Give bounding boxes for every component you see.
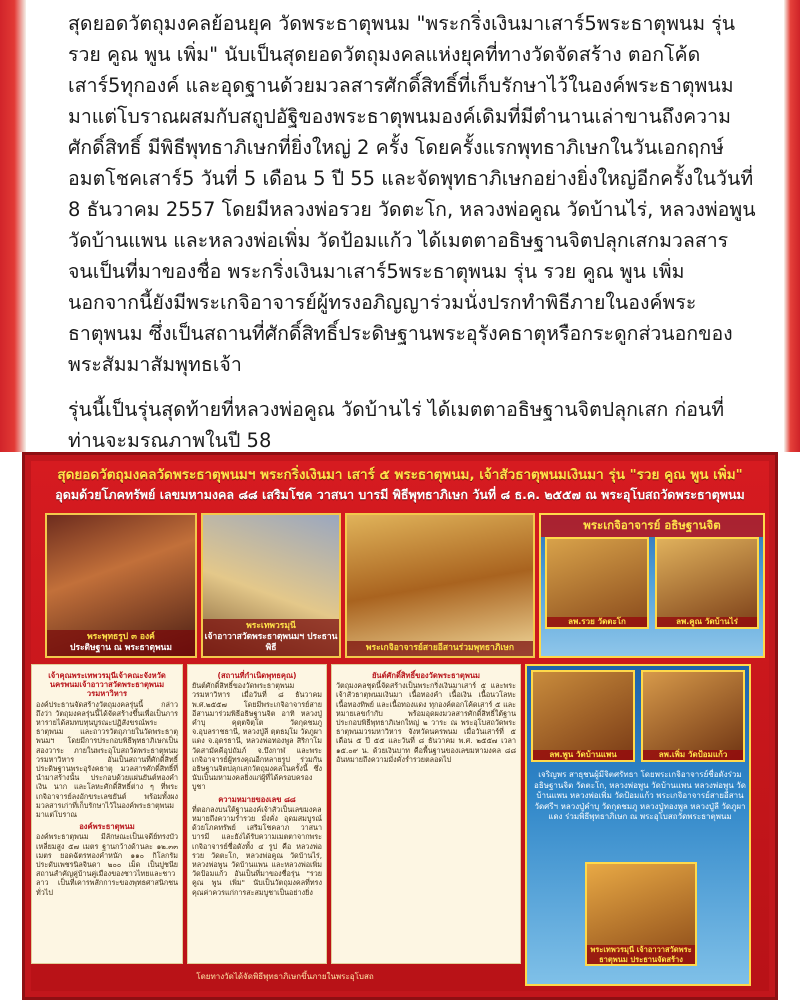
column-middle	[187, 664, 327, 964]
column-left-text2: องค์พระธาตุพนม มีลักษณะเป็นเจดีย์ทรงบัวเหลี่ยมสูง ๕๗ เมตร ฐานกว้างด้านละ ๑๒.๓๓ เมตร ยอดฉัตรทองคำหนัก ๑๑๐ กิโลกรัม ประดับเพชรนิลจินดา ๒๐๐ เม็ด เป็นปูชนียสถานสำคัญคู่บ้านคู่เมืองของชาวไทยและชาวลาว เป็นที่เคารพสักการะของพุทธศาสนิกชนทั่วไป	[36, 832, 178, 897]
article-paragraph-2: รุ่นนี้เป็นรุ่นสุดท้ายที่หลวงพ่อคูณ วัดบ้านไร่ ได้เมตตาอธิษฐานจิตปลุกเสก ก่อนที่ท่านจะมรณภาพในปี 58	[68, 398, 725, 452]
poster-photo-strip	[45, 513, 765, 658]
column-middle-text: ยันต์ศักดิ์สิทธิ์ของวัดพระธาตุพนมวรมหาวิหาร เมื่อวันที่ ๘ ธันวาคม พ.ศ.๒๕๕๗ โดยมีพระเกจิอาจารย์สายอีสานมาร่วมพิธีอธิษฐานจิต อาทิ หลวงปู่คำบุ คุตฺตจิตฺโต วัดกุดชมภู จ.อุบลราชธานี, หลวงปู่ลี ตฺตธมฺโม วัดภูผาแดง จ.อุดรธานี, หลวงพ่อทองพูล สิริกาโม วัดสามัคคีอุปถัมภ์ จ.บึงกาฬ และพระเกจิอาจารย์ผู้ทรงคุณอีกหลายรูป ร่วมกันอธิษฐานจิตปลุกเสกวัตถุมงคลในครั้งนี้ ซึ่งนับเป็นมหามงคลยิ่งแก่ผู้ที่ได้ครอบครองบูชา	[192, 681, 322, 792]
photo-ubosot-caption-white: ประดิษฐาน ณ พระธาตุพนม	[70, 643, 172, 653]
column-middle-text2: ที่ตอกลงบนใต้ฐานองค์เจ้าสัวเป็นเลขมงคล หมายถึงความร่ำรวย มั่งคั่ง อุดมสมบูรณ์ด้วยโภคทรัพย์ เสริมโชคลาภ วาสนา บารมี และยังได้รับความเมตตาจากพระเกจิอาจารย์ชื่อดังทั้ง ๔ รูป คือ หลวงพ่อรวย วัดตะโก, หลวงพ่อคูณ วัดบ้านไร่, หลวงพ่อพูน วัดบ้านแพน และหลวงพ่อเพิ่ม วัดป้อมแก้ว อันเป็นที่มาของชื่อรุ่น "รวย คูณ พูน เพิ่ม" นับเป็นวัตถุมงคลที่ทรงคุณค่าควรแก่การสะสมบูชาเป็นอย่างยิ่ง	[192, 804, 322, 897]
poster-header-line1: สุดยอดวัตถุมงคลวัดพระธาตุพนมฯ พระกริ่งเงินมา เสาร์ ๕ พระธาตุพนม, เจ้าสัวธาตุพนมเงินมา รุ่น "รวย คูณ พูน เพิ่ม"	[57, 467, 743, 483]
monk-luangpho-ruay-caption: ลพ.รวย วัดตะโก	[547, 617, 647, 627]
photo-monks-caption-yellow: พระเทพวรมุนี	[246, 621, 296, 631]
monk-luangpho-poon-caption: ลพ.พูน วัดบ้านแพน	[533, 750, 633, 760]
poster-header	[39, 465, 761, 505]
poster-background	[31, 461, 769, 991]
monk-luangpho-perm-caption: ลพ.เพิ่ม วัดป้อมแก้ว	[643, 750, 743, 760]
amulet-poster	[22, 452, 778, 1000]
monk-phrathep-woramuni	[585, 862, 697, 966]
scan-edge-right	[784, 0, 800, 452]
poster-header-line2: อุดมด้วยโภคทรัพย์ เลขมหามงคล ๘๘ เสริมโชค วาสนา บารมี พิธีพุทธาภิเษก วันที่ ๘ ธ.ค. ๒๕๕๗ ณ พระอุโบสถวัดพระธาตุพนม	[55, 487, 745, 502]
photo-ceremony-caption-yellow: พระเกจิอาจารย์สายอีสานร่วมพุทธาภิเษก	[365, 643, 515, 653]
column-left-text: องค์ประธานจัดสร้างวัตถุมงคลรุ่นนี้ กล่าวถึงว่า วัตถุมงคลรุ่นนี้ได้จัดสร้างขึ้นเพื่อเป็นการหารายได้สมทบทุนบูรณะปฏิสังขรณ์พระธาตุพนม และถาวรวัตถุภายในวัดพระธาตุพนมฯ โดยมีการประกอบพิธีพุทธาภิเษกเป็นสองวาระ ภายในพระอุโบสถวัดพระธาตุพนมวรมหาวิหาร อันเป็นสถานที่ศักดิ์สิทธิ์ประดิษฐานพระอุรังคธาตุ มวลสารศักดิ์สิทธิ์ที่นำมาสร้างนั้น ประกอบด้วยแผ่นยันต์ทองคำ เงิน นาก และโลหะศักดิ์สิทธิ์ต่าง ๆ ที่พระเกจิอาจารย์ลงอักขระเลขยันต์ พร้อมทั้งผงมวลสารเก่าที่เก็บรักษาไว้ในองค์พระธาตุพนมมาแต่โบราณ	[36, 699, 178, 820]
monk-luangpho-perm	[641, 670, 745, 762]
monk-luangpho-koon-caption: ลพ.คูณ วัดบ้านไร่	[657, 617, 757, 627]
photo-ubosot	[45, 513, 197, 658]
column-left	[31, 664, 183, 964]
guru-panel-lower	[525, 664, 751, 986]
monk-phrathep-woramuni-caption: พระเทพวรมุนี เจ้าอาวาสวัดพระธาตุพนม ประธานจัดสร้าง	[587, 945, 695, 964]
column-right-text: วัตถุมงคลชุดนี้จัดสร้างเป็นพระกริ่งเงินมาเสาร์ ๕ และพระเจ้าสัวธาตุพนมเงินมา เนื้อทองคำ เนื้อเงิน เนื้อนวโลหะ เนื้อทองทิพย์ และเนื้อทองแดง ทุกองค์ตอกโค้ดเสาร์ ๕ และหมายเลขกำกับ พร้อมอุดผงมวลสารศักดิ์สิทธิ์ใต้ฐาน ประกอบพิธีพุทธาภิเษกใหญ่ ๒ วาระ ณ พระอุโบสถวัดพระธาตุพนมวรมหาวิหาร จังหวัดนครพนม เมื่อวันเสาร์ที่ ๕ เดือน ๕ ปี ๕๕ และวันที่ ๘ ธันวาคม พ.ศ. ๒๕๕๗ เวลา ๑๕.๐๙ น. ด้วยเงินบาท คือพื้นฐานของเลขมหามงคล ๘๘ อันหมายถึงความมั่งคั่งร่ำรวยตลอดไป	[336, 681, 516, 764]
photo-monks-caption-white: เจ้าอาวาสวัดพระธาตุพนมฯ ประธานพิธี	[204, 632, 338, 653]
guru-panel	[539, 513, 765, 658]
photo-ubosot-caption-yellow: พระพุทธรูป ๓ องค์	[87, 632, 155, 642]
poster-footer-note: โดยทางวัดได้จัดพิธีพุทธาภิเษกขึ้นภายในพระอุโบสถ	[196, 972, 374, 981]
column-middle-head: (สถานที่กำเนิดพุทธคุณ)	[217, 671, 297, 680]
photo-monks-ceremony	[201, 513, 341, 658]
article-text-block	[0, 0, 800, 452]
monk-luangpho-koon	[655, 537, 759, 629]
column-right-head: ยันต์ศักดิ์สิทธิ์ของวัดพระธาตุพนม	[371, 671, 481, 680]
photo-ceremony-caption	[347, 641, 533, 656]
monk-luangpho-poon	[531, 670, 635, 762]
photo-ubosot-caption	[47, 630, 195, 656]
monk-luangpho-ruay	[545, 537, 649, 629]
column-left-head2: องค์พระธาตุพนม	[79, 822, 135, 832]
guru-panel-title: พระเกจิอาจารย์ อธิษฐานจิต	[541, 515, 763, 537]
column-middle-head2: ความหมายของเลข ๘๘	[218, 794, 296, 804]
photo-ceremony-hall	[345, 513, 535, 658]
photo-monks-caption	[203, 619, 339, 656]
column-left-head: เจ้าคุณพระเทพวรมุนีเจ้าคณะจังหวัดนครพนมเจ้าอาวาสวัดพระธาตุพนมวรมหาวิหาร	[48, 671, 166, 699]
guru-panel-body-text: เจริญพร สาธุชนผู้มีจิตศรัทธา โดยพระเกจิอาจารย์ชื่อดังร่วมอธิษฐานจิต วัดตะโก, หลวงพ่อพูน วัดบ้านแพน หลวงพ่อพูน วัดบ้านแพน หลวงพ่อเพิ่ม วัดป้อมแก้ว พระเกจิอาจารย์สายอีสาน วัดศรีฯ หลวงปู่คำบุ วัดกุดชมภู หลวงปู่ทองพูล หลวงปู่ลี วัดภูผาแดง ร่วมพิธีพุทธาภิเษก ณ พระอุโบสถวัดพระธาตุพนม	[534, 770, 746, 821]
article-paragraph-1: สุดยอดวัตถุมงคลย้อนยุค วัดพระธาตุพนม "พระกริ่งเงินมาเสาร์5พระธาตุพนม รุ่น รวย คูณ พูน เพิ่ม" นับเป็นสุดยอดวัตถุมงคลแห่งยุคที่ทางวัดจัดสร้าง ตอกโค้ดเสาร์5ทุกองค์ และอุดฐานด้วยมวลสารศักดิ์สิทธิ์ที่เก็บรักษาไว้ในองค์พระธาตุพนมมาแต่โบราณผสมกับสถูปอัฐิของพระธาตุพนมองค์เดิมที่มีตำนานเล่าขานถึงความศักดิ์สิทธิ์ มีพิธีพุทธาภิเษกที่ยิ่งใหญ่ 2 ครั้ง โดยครั้งแรกพุทธาภิเษกในวันเอกฤกษ์อมตโชคเสาร์5 วันที่ 5 เดือน 5 ปี 55 และจัดพุทธาภิเษกอย่างยิ่งใหญ่อีกครั้งในวันที่ 8 ธันวาคม 2557 โดยมีหลวงพ่อรวย วัดตะโก, หลวงพ่อคูณ วัดบ้านไร่, หลวงพ่อพูน วัดบ้านแพน และหลวงพ่อเพิ่ม วัดป้อมแก้ว ได้เมตตาอธิษฐานจิตปลุกเสกมวลสาร จนเป็นที่มาของชื่อ พระกริ่งเงินมาเสาร์5พระธาตุพนม รุ่น รวย คูณ พูน เพิ่ม นอกจากนี้ยังมีพระเกจิอาจารย์ผู้ทรงอภิญญาร่วมนั่งปรกทำพิธีภายในองค์พระธาตุพนม ซึ่งเป็นสถานที่ศักดิ์สิทธิ์ประดิษฐานพระอุรังคธาตุหรือกระดูกส่วนอกของพระสัมมาสัมพุทธเจ้า	[68, 12, 756, 376]
column-right	[331, 664, 521, 964]
scan-edge-left	[0, 0, 26, 452]
